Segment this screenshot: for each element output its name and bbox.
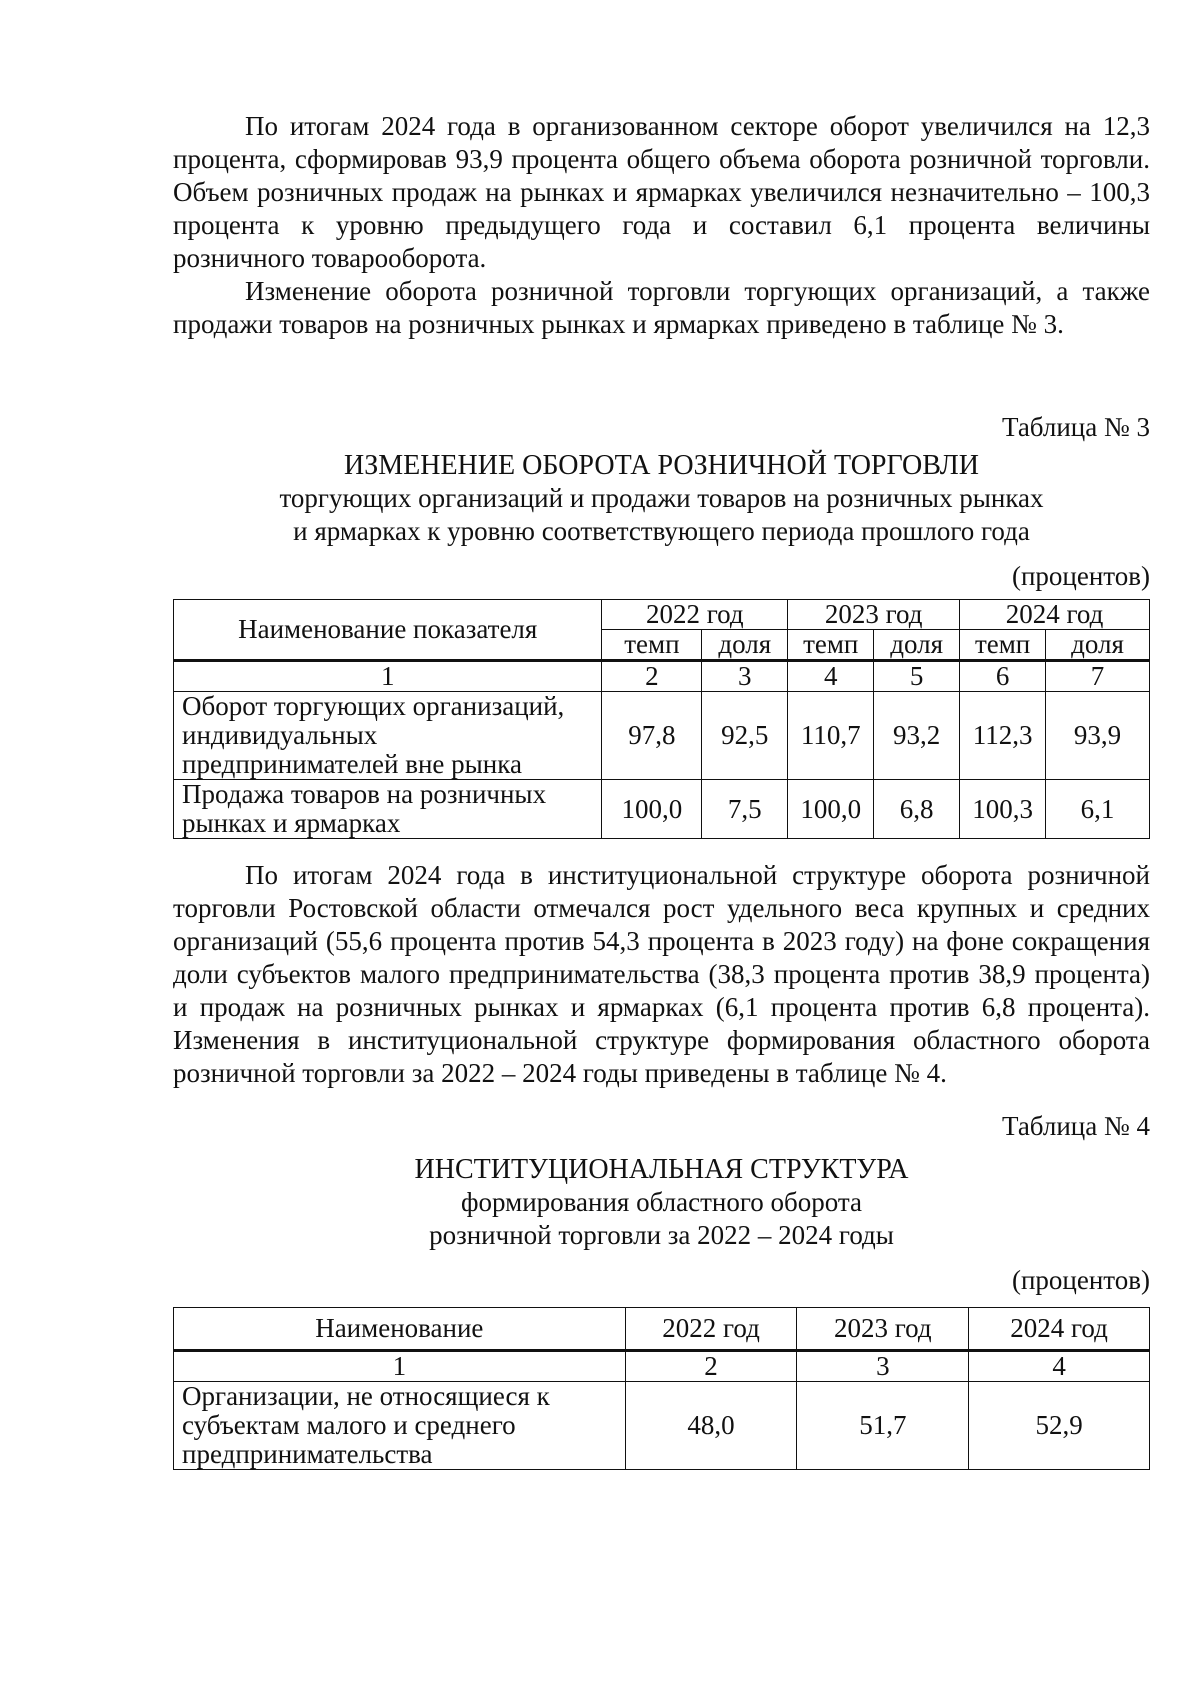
table3-subheader-temp: темп [960, 630, 1046, 661]
table3-subtitle-2: и ярмарках к уровню соответствующего периода прошлого года [293, 516, 1030, 546]
table3-column-numbers [174, 661, 1150, 692]
table3-header-row [174, 600, 1150, 630]
table-3 [173, 599, 1150, 839]
table4-header-2024: 2024 год [969, 1308, 1150, 1351]
document-page [173, 110, 1150, 1470]
table4-number: Таблица № 4 [1002, 1111, 1150, 1141]
table-cell: 6,8 [874, 780, 960, 839]
table3-col-number: 6 [960, 661, 1046, 692]
table-cell: 110,7 [788, 692, 874, 780]
table-cell: 93,2 [874, 692, 960, 780]
paragraph-2: Изменение оборота розничной торговли торгующих организаций, а также продажи товаров на розничных рынках и ярмарках приведено в таблице № 3. [173, 276, 1150, 339]
table4-unit: (процентов) [1011, 1265, 1150, 1295]
table4-subtitle-2: розничной торговли за 2022 – 2024 годы [429, 1220, 894, 1250]
table3-col-number: 1 [174, 661, 602, 692]
table4-row-label: Организации, не относящиеся к субъектам малого и среднего предпринимательства [174, 1382, 626, 1470]
table3-col-number: 5 [874, 661, 960, 692]
table3-subheader-dolya: доля [702, 630, 788, 661]
table3-col-number: 4 [788, 661, 874, 692]
table-row [174, 692, 1150, 780]
table4-column-numbers [174, 1351, 1150, 1382]
table4-header-2022: 2022 год [625, 1308, 797, 1351]
table3-subheader-temp: темп [602, 630, 702, 661]
table3-row-label: Оборот торгующих организаций, индивидуальных предпринимателей вне рынка [174, 692, 602, 780]
table3-header-2023: 2023 год [788, 600, 960, 630]
table-cell: 52,9 [969, 1382, 1150, 1470]
table3-row-label: Продажа товаров на розничных рынках и ярмарках [174, 780, 602, 839]
table-cell: 7,5 [702, 780, 788, 839]
table3-subtitle-1: торгующих организаций и продажи товаров на розничных рынках [279, 483, 1044, 513]
table4-header-2023: 2023 год [797, 1308, 969, 1351]
table3-title: ИЗМЕНЕНИЕ ОБОРОТА РОЗНИЧНОЙ ТОРГОВЛИ [343, 450, 980, 481]
paragraph-3: По итогам 2024 года в институциональной структуре оборота розничной торговли Ростовской области отмечался рост удельного веса крупных и средних организаций (55,6 процента против 54,3 процента в 2023 году) на фоне сокращения доли субъектов малого предпринимательства (38,3 процента против 38,9 процента) и продаж на розничных рынках и ярмарках (6,1 процента против 6,8 процента). Изменения в институциональной структуре формирования областного оборота розничной торговли за 2022 – 2024 годы приведены в таблице № 4. [173, 860, 1150, 1088]
table-cell: 93,9 [1046, 692, 1150, 780]
table-cell: 112,3 [960, 692, 1046, 780]
table3-col-number: 2 [602, 661, 702, 692]
table3-subheader-temp: темп [788, 630, 874, 661]
table-row [174, 1382, 1150, 1470]
table-cell: 100,3 [960, 780, 1046, 839]
table4-col-number: 4 [969, 1351, 1150, 1382]
table-cell: 97,8 [602, 692, 702, 780]
paragraph-1: По итогам 2024 года в организованном секторе оборот увеличился на 12,3 процента, сформировав 93,9 процента общего объема оборота розничной торговли. Объем розничных продаж на рынках и ярмарках увеличился незначительно – 100,3 процента к уровню предыдущего года и составил 6,1 процента величины розничного товарооборота. [173, 111, 1150, 273]
table3-subheader-dolya: доля [874, 630, 960, 661]
table3-header-2024: 2024 год [960, 600, 1150, 630]
table-cell: 48,0 [625, 1382, 797, 1470]
table4-header-row [174, 1308, 1150, 1351]
table-cell: 100,0 [602, 780, 702, 839]
table4-col-number: 3 [797, 1351, 969, 1382]
table4-col-number: 1 [174, 1351, 626, 1382]
table4-col-number: 2 [625, 1351, 797, 1382]
table-cell: 92,5 [702, 692, 788, 780]
table3-number: Таблица № 3 [1002, 412, 1150, 442]
table4-header-name: Наименование [174, 1308, 626, 1351]
table3-unit: (процентов) [1011, 561, 1150, 591]
table3-subheader-dolya: доля [1046, 630, 1150, 661]
table4-title: ИНСТИТУЦИОНАЛЬНАЯ СТРУКТУРА [414, 1154, 909, 1185]
table-cell: 100,0 [788, 780, 874, 839]
table3-col-number: 7 [1046, 661, 1150, 692]
table3-header-2022: 2022 год [602, 600, 788, 630]
table-row [174, 780, 1150, 839]
table-4 [173, 1307, 1150, 1470]
table3-col-number: 3 [702, 661, 788, 692]
table4-subtitle-1: формирования областного оборота [461, 1187, 862, 1217]
table3-header-name: Наименование показателя [174, 600, 602, 661]
table-cell: 6,1 [1046, 780, 1150, 839]
table-cell: 51,7 [797, 1382, 969, 1470]
